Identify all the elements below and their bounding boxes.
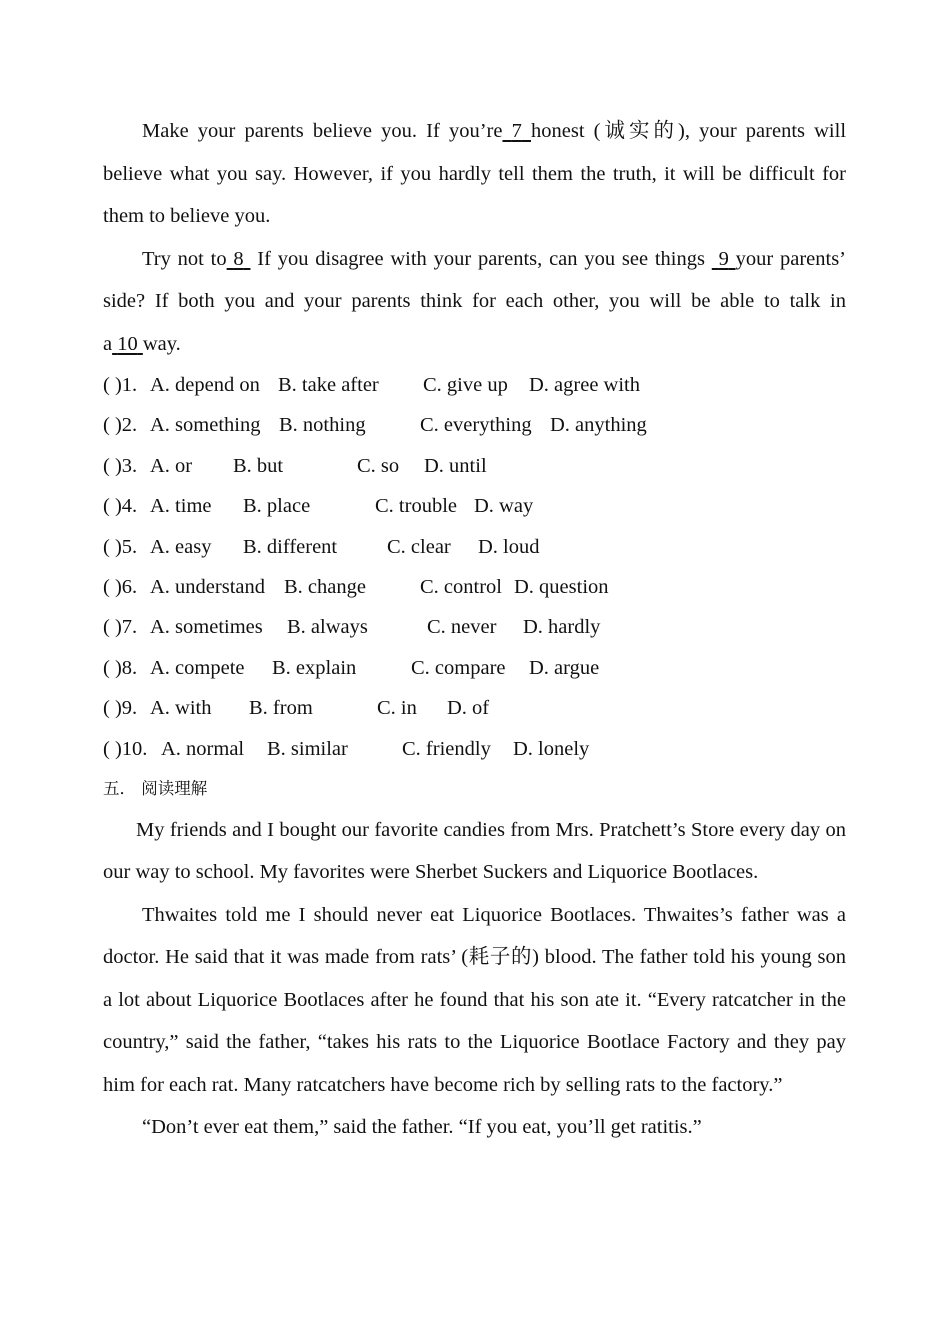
blank-10: 10 bbox=[117, 332, 138, 355]
blank-8: 8 bbox=[233, 247, 244, 270]
question-10: ( )10. A. normal B. similar C. friendly D. lonely bbox=[103, 737, 590, 760]
passage-paragraph-2 bbox=[103, 238, 846, 366]
question-6: ( )6. A. understand B. change C. control D. question bbox=[103, 575, 609, 598]
text-run: your parents’ side? If both you and your parents think for each other, you will be able to talk in a bbox=[103, 247, 847, 355]
document-page bbox=[103, 110, 846, 1149]
text-run: If you disagree with your parents, can you see things bbox=[257, 247, 705, 270]
reading-paragraph-2: Thwaites told me I should never eat Liquorice Bootlaces. Thwaites’s father was a doctor. He said that it was made from rats’ (耗子的) blood. The father told his young son a lot about Liquorice Bootlaces after he found that his son ate it. “Every ratcatcher in the country,” said the father, “takes his rats to the Liquorice Bootlace Factory and they pay him for each rat. Many ratcatchers have become rich by selling rats to the factory.” bbox=[103, 903, 846, 1096]
question-8: ( )8. A. compete B. explain C. compare D. argue bbox=[103, 656, 600, 679]
text-run: Make your parents believe you. If you’re bbox=[142, 120, 503, 142]
question-2: ( )2. A. something B. nothing C. everything D. anything bbox=[103, 414, 647, 437]
text-run: honest (诚实的), your parents will believe what you say. However, if you hardly tell them the truth, it will be difficult for them to believe you. bbox=[103, 120, 847, 227]
question-list bbox=[103, 365, 846, 769]
section-heading: 五． 阅读理解 bbox=[103, 778, 208, 798]
reading-paragraph-3: “Don’t ever eat them,” said the father. “If you eat, you’ll get ratitis.” bbox=[142, 1116, 702, 1139]
text-run: way. bbox=[142, 332, 181, 355]
blank-7: 7 bbox=[511, 120, 522, 142]
question-4: ( )4. A. time B. place C. trouble D. way bbox=[103, 495, 534, 518]
text-run: Try not to bbox=[142, 247, 227, 270]
reading-paragraph-1: My friends and I bought our favorite candies from Mrs. Pratchett’s Store every day on our way to school. My favorites were Sherbet Suckers and Liquorice Bootlaces. bbox=[103, 818, 846, 884]
question-9: ( )9. A. with B. from C. in D. of bbox=[103, 697, 490, 720]
question-7: ( )7. A. sometimes B. always C. never D. hardly bbox=[103, 616, 601, 639]
question-5: ( )5. A. easy B. different C. clear D. loud bbox=[103, 535, 540, 558]
question-1: ( )1. A. depend on B. take after C. give up D. agree with bbox=[103, 374, 640, 396]
passage-paragraph-1 bbox=[103, 110, 846, 238]
blank-9: 9 bbox=[718, 247, 729, 270]
question-3: ( )3. A. or B. but C. so D. until bbox=[103, 454, 487, 477]
